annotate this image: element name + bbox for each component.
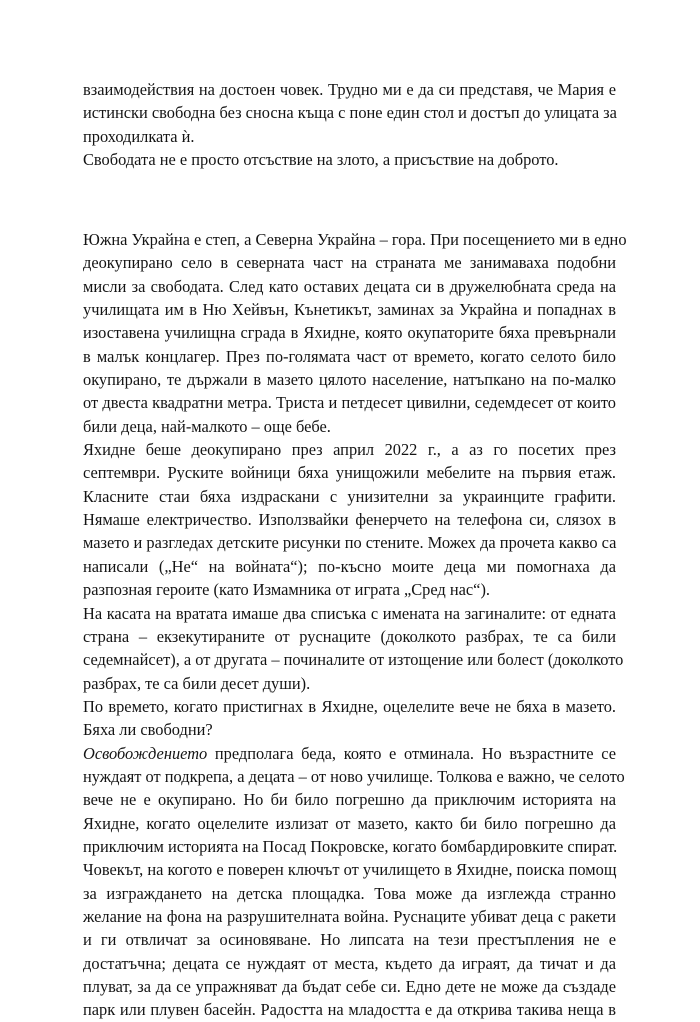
text-line: нуждаят от подкрепа, а децата – от ново училище. Толкова е важно, че селото	[83, 766, 625, 786]
text-line: желание на фона на разрушителната война. Руснаците убиват деца с ракети	[83, 906, 616, 926]
text-line: Яхидне беше деокупирано през април 2022 г., а аз го посетих през	[83, 440, 616, 460]
text-line: На касата на вратата имаше два списъка с имената на загиналите: от едната	[83, 603, 616, 623]
text-line: приключим историята на Посад Покровске, когато бомбардировките спират.	[83, 836, 618, 856]
text-line: в малък концлагер. През по-голямата част от времето, когато селото било	[83, 346, 616, 366]
paragraph-deoccupation	[83, 438, 616, 601]
text-line: мисли за свободата. След като оставих децата си в дружелюбната среда на	[83, 276, 616, 296]
text-line: били деца, най-малкото – още бебе.	[83, 416, 331, 436]
text-line: и ги отвличат за осиновяване. Но липсата на тези престъпления не е	[83, 930, 616, 950]
text-line: Яхидне, когато оцелелите излизат от мазето, както би било погрешно да	[83, 813, 616, 833]
text-line: седемнайсет), а от другата – починалите от изтощение или болест (доколкото	[83, 650, 624, 670]
text-line: страна – екзекутираните от руснаците (доколкото разбрах, те са били	[83, 626, 616, 646]
text-line-rest: предполага беда, която е отминала. Но възрастните се	[207, 743, 616, 763]
text-line: достатъчна; децата се нуждаят от места, където да играят, да тичат и да	[83, 953, 616, 973]
text-line: Бяха ли свободни?	[83, 720, 213, 740]
text-line: училищата им в Ню Хейвън, Кънетикът, заминах за Украйна и попаднах в	[83, 300, 616, 320]
paragraph-survivors	[83, 695, 616, 742]
text-line: разпозная героите (като Измамника от играта „Сред нас“).	[83, 580, 490, 600]
text-line: септември. Руските войници бяха унищожили мебелите на първия етаж.	[83, 463, 616, 483]
italic-term: Освобождението	[83, 743, 208, 763]
text-line: плуват, за да се упражняват да бъдат себе си. Едно дете не може да създаде	[83, 977, 616, 996]
text-line: Свободата не е просто отсъствие на злото, а присъствие на доброто.	[83, 150, 559, 170]
text-line: взаимодействия на достоен човек. Трудно ми е да си представя, че Мария е	[83, 80, 616, 99]
paragraph-maria	[83, 78, 616, 148]
text-block-top	[83, 78, 616, 171]
text-line: изоставена училищна сграда в Яхидне, която окупаторите бяха превърнали	[83, 323, 616, 343]
text-line	[83, 742, 616, 765]
text-line: вече не е окупирано. Но би било погрешно да приключим историята на	[83, 790, 616, 810]
text-line: за изграждането на детска площадка. Това може да изглежда странно	[83, 883, 616, 903]
paragraph-freedom	[83, 148, 616, 171]
text-line: парк или плувен басейн. Радостта на младостта е да открива такива неща в	[83, 1000, 616, 1020]
text-line: По времето, когато пристигнах в Яхидне, оцелелите вече не бяха в мазето.	[83, 696, 616, 716]
text-line: Нямаше електричество. Използвайки фенерчето на телефона си, слязох в	[83, 510, 616, 530]
text-line: истински свободна без сносна къща с поне един стол и достъп до улицата за	[83, 103, 617, 123]
text-line: от двеста квадратни метра. Триста и петдесет цивилни, седемдесет от които	[83, 393, 616, 413]
text-line: Човекът, на когото е поверен ключът от училището в Яхидне, поиска помощ	[83, 860, 617, 880]
paragraph-victims-list	[83, 602, 624, 695]
paragraph-yahidne-intro	[83, 228, 627, 438]
text-line: Южна Украйна е степ, а Северна Украйна – гора. При посещението ми в едно	[83, 230, 627, 249]
text-line: деокупирано село в северната част на страната ме занимаваха подобни	[83, 253, 616, 273]
text-line: мазето и разгледах детските рисунки по стените. Можех да прочета какво са	[83, 533, 617, 553]
text-line: Класните стаи бяха издраскани с унизителни за украинците графити.	[83, 486, 616, 506]
text-line: написали („Не“ на войната“); по-късно моите деца ми помогнаха да	[83, 556, 616, 576]
text-line: разбрах, те са били десет души).	[83, 673, 311, 693]
text-line: окупирано, те държали в мазето цялото население, натъпкано на по-малко	[83, 370, 616, 390]
text-block-main	[83, 228, 627, 1022]
text-line: проходилката ѝ.	[83, 126, 195, 146]
paragraph-liberation	[83, 742, 625, 1022]
